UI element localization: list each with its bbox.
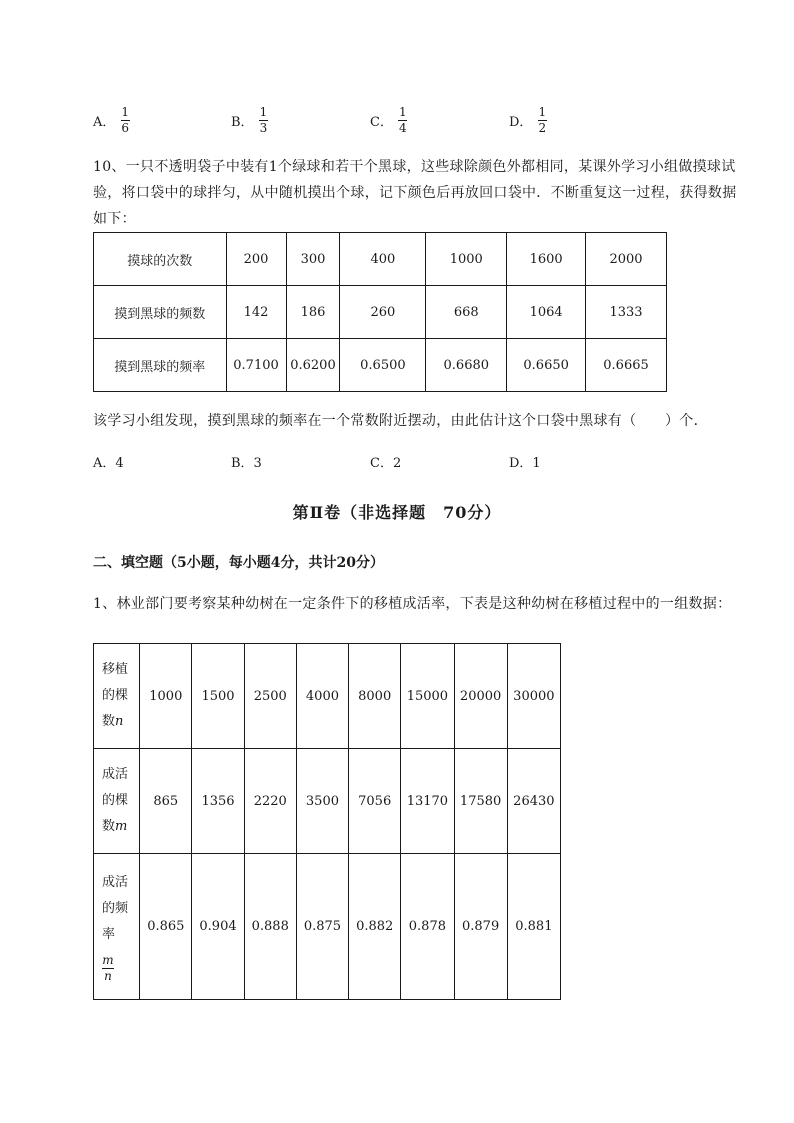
table-cell: 26430 bbox=[507, 749, 560, 854]
label-line: 的棵 bbox=[102, 793, 129, 808]
table-cell: 1600 bbox=[507, 233, 586, 286]
fraction-numerator: 1 bbox=[121, 104, 130, 119]
option-letter: A． bbox=[93, 114, 116, 130]
label-line: 的棵 bbox=[102, 688, 129, 703]
question-1-stem: 1、林业部门要考察某种幼树在一定条件下的移植成活率，下表是这种幼树在移植过程中的一组数据： bbox=[93, 596, 732, 612]
table-cell: 4000 bbox=[296, 644, 348, 749]
table-cell: 0.6680 bbox=[426, 339, 507, 392]
question-1-table bbox=[93, 643, 561, 1000]
table-row bbox=[94, 339, 667, 392]
option-b: B．3 bbox=[231, 456, 262, 471]
label-line: 成活 bbox=[102, 875, 129, 890]
fraction-denominator: n bbox=[104, 969, 112, 983]
option-a: A．4 bbox=[93, 456, 124, 471]
fraction-numerator: 1 bbox=[398, 104, 407, 119]
label-line bbox=[102, 814, 139, 840]
label-line: 移植 bbox=[102, 662, 129, 677]
label-line: 成活 bbox=[102, 767, 129, 782]
table-cell: 2500 bbox=[244, 644, 296, 749]
fraction-m-over-n bbox=[102, 954, 114, 983]
fraction bbox=[258, 106, 270, 135]
table-cell: 0.6665 bbox=[586, 339, 667, 392]
table-cell: 0.904 bbox=[192, 854, 244, 1000]
table-cell: 0.6650 bbox=[507, 339, 586, 392]
table-cell: 7056 bbox=[349, 749, 401, 854]
table-cell: 15000 bbox=[401, 644, 454, 749]
row-header bbox=[94, 854, 140, 1000]
option-letter: C． bbox=[370, 114, 393, 130]
table-cell: 400 bbox=[340, 233, 426, 286]
table-cell: 0.6200 bbox=[286, 339, 340, 392]
table-row bbox=[94, 233, 667, 286]
table-row bbox=[94, 286, 667, 339]
label-line: 的频 bbox=[102, 901, 129, 916]
table-cell: 0.878 bbox=[401, 854, 454, 1000]
option-letter: D． bbox=[509, 114, 533, 130]
fraction-denominator: 2 bbox=[538, 120, 547, 135]
table-cell: 200 bbox=[226, 233, 286, 286]
option-letter: B． bbox=[231, 114, 254, 130]
table-cell: 300 bbox=[286, 233, 340, 286]
table-cell: 8000 bbox=[349, 644, 401, 749]
table-cell: 668 bbox=[426, 286, 507, 339]
table-cell: 0.875 bbox=[296, 854, 348, 1000]
table-cell: 142 bbox=[226, 286, 286, 339]
option-a bbox=[93, 103, 131, 137]
fraction-numerator: 1 bbox=[259, 104, 268, 119]
label-text: 数 bbox=[102, 714, 116, 729]
fraction-denominator: 4 bbox=[398, 120, 407, 135]
table-cell: 186 bbox=[286, 286, 340, 339]
table-cell: 0.882 bbox=[349, 854, 401, 1000]
table-cell: 260 bbox=[340, 286, 426, 339]
option-c bbox=[370, 103, 409, 137]
table-cell: 0.7100 bbox=[226, 339, 286, 392]
question-10-stem: 10、一只不透明袋子中装有1个绿球和若干个黑球，这些球除颜色外都相同，某课外学习小组做摸球试验，将口袋中的球拌匀，从中随机摸出个球，记下颜色后再放回口袋中．不断重复这一过程，获得数据如下： bbox=[93, 159, 737, 227]
table-cell: 0.881 bbox=[507, 854, 560, 1000]
table-cell: 0.879 bbox=[454, 854, 507, 1000]
option-c: C．2 bbox=[370, 456, 402, 471]
row-header: 摸到黑球的频数 bbox=[94, 286, 227, 339]
table-cell: 1000 bbox=[426, 233, 507, 286]
fraction bbox=[119, 106, 131, 135]
table-row bbox=[94, 749, 561, 854]
table-cell: 13170 bbox=[401, 749, 454, 854]
question-10-conclusion: 该学习小组发现，摸到黑球的频率在一个常数附近摆动，由此估计这个口袋中黑球有（ ）个． bbox=[93, 413, 708, 429]
part-2-title: 第Ⅱ卷（非选择题 70分） bbox=[292, 503, 502, 522]
label-line bbox=[102, 709, 139, 735]
fraction bbox=[397, 106, 409, 135]
table-cell: 865 bbox=[140, 749, 192, 854]
table-cell: 1064 bbox=[507, 286, 586, 339]
table-cell: 1356 bbox=[192, 749, 244, 854]
fraction-denominator: 3 bbox=[259, 120, 268, 135]
table-cell: 30000 bbox=[507, 644, 560, 749]
fraction-numerator: m bbox=[102, 953, 114, 967]
variable-m: m bbox=[115, 819, 128, 834]
row-header bbox=[94, 749, 140, 854]
fraction-denominator: 6 bbox=[121, 120, 130, 135]
label-text: 数 bbox=[102, 819, 116, 834]
table-cell: 1333 bbox=[586, 286, 667, 339]
fraction bbox=[536, 106, 548, 135]
table-row bbox=[94, 854, 561, 1000]
table-cell: 0.6500 bbox=[340, 339, 426, 392]
table-cell: 1500 bbox=[192, 644, 244, 749]
row-header: 摸到黑球的频率 bbox=[94, 339, 227, 392]
table-cell: 0.865 bbox=[140, 854, 192, 1000]
table-cell: 2220 bbox=[244, 749, 296, 854]
section-heading: 二、填空题（5小题，每小题4分，共计20分） bbox=[93, 555, 384, 571]
table-cell: 3500 bbox=[296, 749, 348, 854]
row-header bbox=[94, 644, 140, 749]
option-d: D．1 bbox=[509, 456, 541, 471]
table-cell: 0.888 bbox=[244, 854, 296, 1000]
option-b bbox=[231, 103, 269, 137]
fraction-numerator: 1 bbox=[538, 104, 547, 119]
table-cell: 17580 bbox=[454, 749, 507, 854]
table-cell: 1000 bbox=[140, 644, 192, 749]
table-cell: 2000 bbox=[586, 233, 667, 286]
question-10-table bbox=[93, 232, 667, 392]
variable-n: n bbox=[115, 714, 124, 729]
option-d bbox=[509, 103, 548, 137]
table-row bbox=[94, 644, 561, 749]
label-line: 率 bbox=[102, 927, 116, 942]
row-header: 摸球的次数 bbox=[94, 233, 227, 286]
table-cell: 20000 bbox=[454, 644, 507, 749]
